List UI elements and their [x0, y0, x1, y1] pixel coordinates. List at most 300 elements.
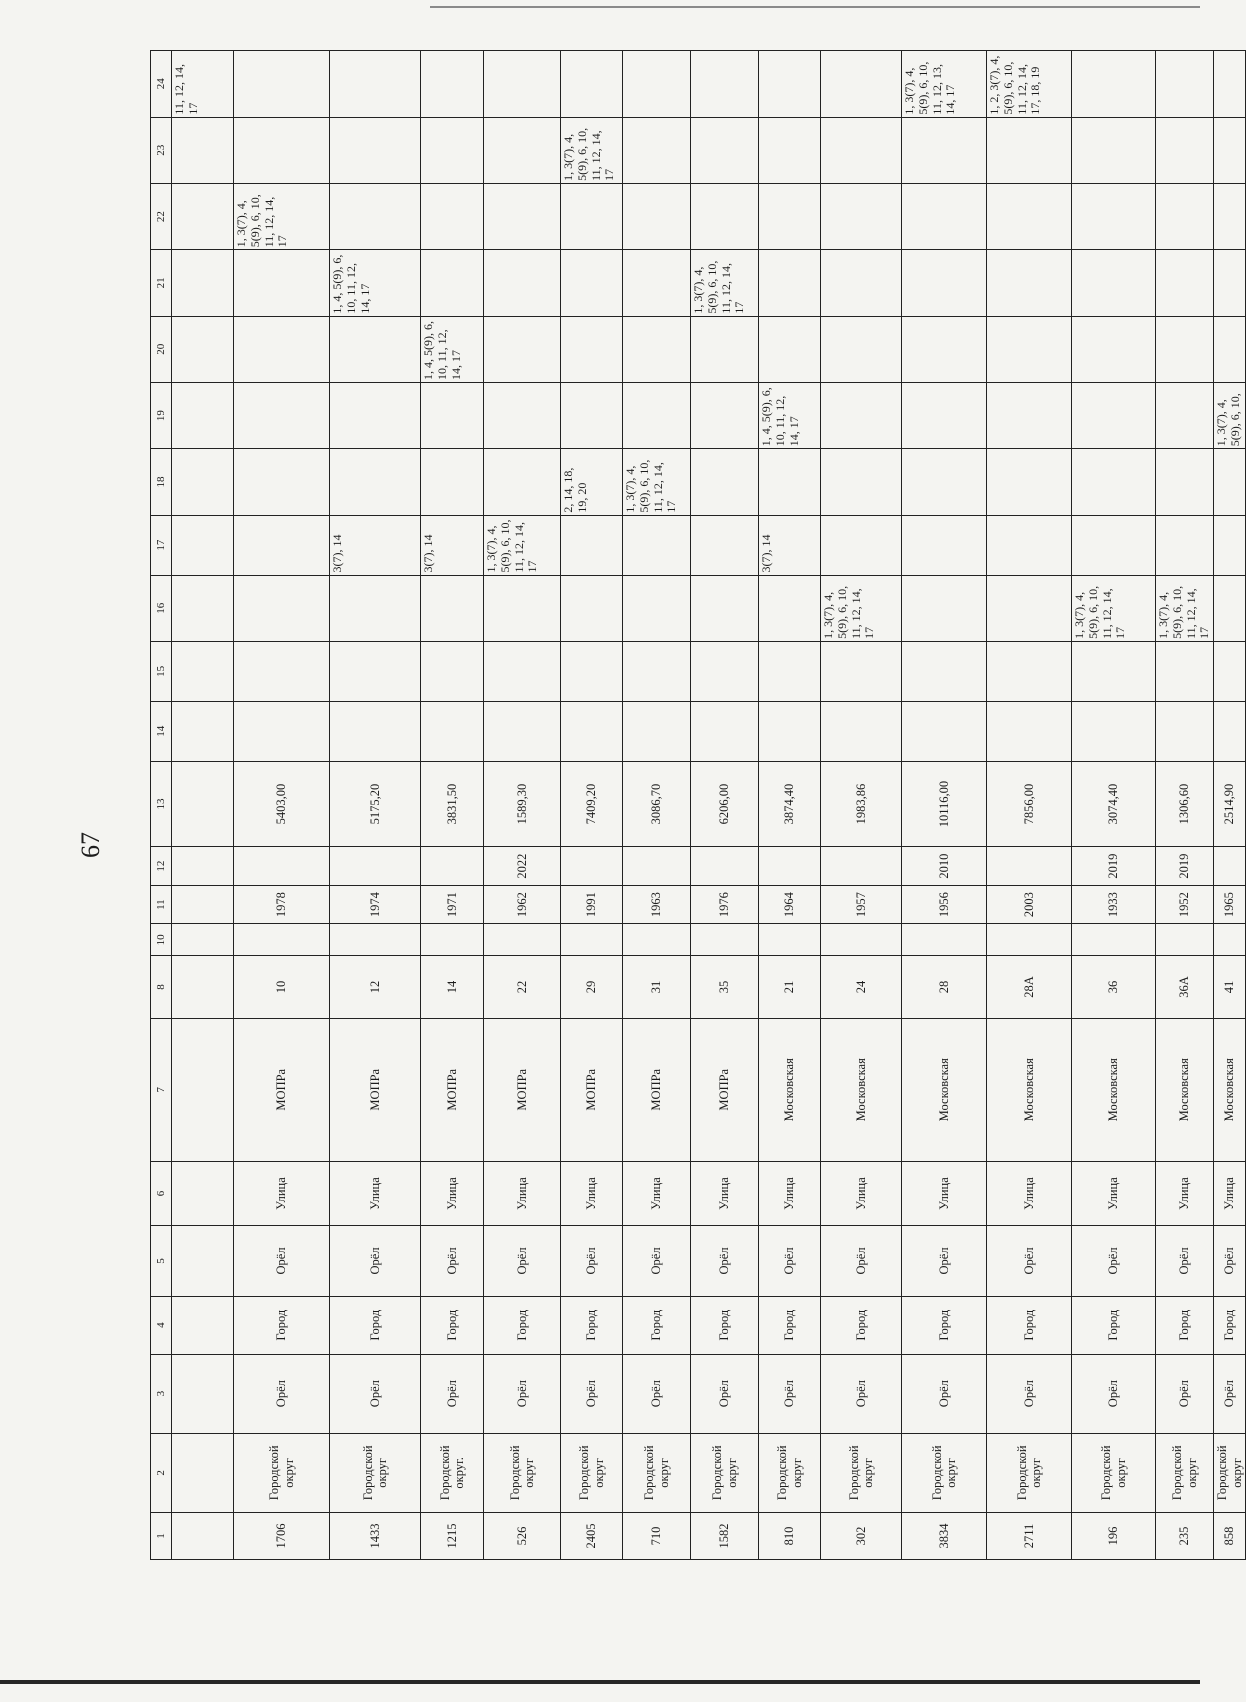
column-number: 11 [151, 885, 172, 924]
table-row [1214, 51, 1246, 1560]
amenity-code-cell [484, 575, 561, 641]
district [172, 1433, 234, 1512]
amenity-code-cell [1214, 51, 1246, 118]
city [172, 1226, 234, 1297]
amenity-code-cell [172, 449, 234, 515]
construction-year: 1952 [1156, 885, 1214, 924]
amenity-code-cell [1072, 316, 1156, 382]
amenity-code-cell [691, 183, 759, 249]
house-number: 36 [1072, 956, 1156, 1018]
street-type: Улица [821, 1161, 902, 1225]
house-number: 12 [330, 956, 421, 1018]
settlement: Орёл [561, 1354, 623, 1433]
city: Орёл [234, 1226, 330, 1297]
record-id: 235 [1156, 1512, 1214, 1559]
amenity-code-cell [821, 449, 902, 515]
amenity-code-cell [623, 515, 691, 575]
amenity-code-cell [330, 51, 421, 118]
amenity-code-cell [421, 575, 484, 641]
amenity-code-cell [561, 51, 623, 118]
amenity-code-cell [1214, 701, 1246, 761]
district: Городской округ [330, 1433, 421, 1512]
house-number: 29 [561, 956, 623, 1018]
amenity-code-cell [561, 701, 623, 761]
amenity-code-cell [1214, 641, 1246, 701]
amenity-code-cell [1072, 183, 1156, 249]
amenity-code-cell [623, 117, 691, 183]
amenity-code-cell [172, 117, 234, 183]
amenity-code-cell: 1, 3(7), 4, 5(9), 6, 10, 11, 12, 14, 17 [1156, 575, 1214, 641]
amenity-code-cell [759, 117, 821, 183]
record-id: 526 [484, 1512, 561, 1559]
col10 [623, 924, 691, 956]
total-area: 3874,40 [759, 761, 821, 847]
column-number: 10 [151, 924, 172, 956]
house-number: 28А [987, 956, 1072, 1018]
amenity-code-cell [1156, 316, 1214, 382]
amenity-code-cell [1214, 515, 1246, 575]
amenity-code-cell [902, 701, 987, 761]
repair-year [623, 847, 691, 886]
street-name: МОПРа [421, 1018, 484, 1161]
amenity-code-cell [902, 183, 987, 249]
col10 [902, 924, 987, 956]
house-number: 21 [759, 956, 821, 1018]
col10 [421, 924, 484, 956]
amenity-code-cell [234, 641, 330, 701]
street-name: Московская [987, 1018, 1072, 1161]
amenity-code-cell [172, 701, 234, 761]
repair-year: 2019 [1072, 847, 1156, 886]
amenity-code-cell [821, 316, 902, 382]
amenity-code-cell [987, 183, 1072, 249]
record-id: 196 [1072, 1512, 1156, 1559]
city: Орёл [484, 1226, 561, 1297]
column-number: 8 [151, 956, 172, 1018]
amenity-code-cell [234, 250, 330, 316]
amenity-code-cell [821, 183, 902, 249]
top-rule [430, 6, 1200, 8]
amenity-code-cell [172, 250, 234, 316]
amenity-code-cell [484, 449, 561, 515]
amenity-code-cell [902, 641, 987, 701]
amenity-code-cell [421, 701, 484, 761]
city: Орёл [1156, 1226, 1214, 1297]
amenity-code-cell [1156, 382, 1214, 448]
amenity-code-cell [1156, 701, 1214, 761]
amenity-code-cell [902, 316, 987, 382]
street-type: Улица [691, 1161, 759, 1225]
street-type: Улица [1214, 1161, 1246, 1225]
record-id: 302 [821, 1512, 902, 1559]
street-type: Улица [1156, 1161, 1214, 1225]
record-id: 1215 [421, 1512, 484, 1559]
district: Городской округ [1214, 1433, 1246, 1512]
amenity-code-cell [1072, 382, 1156, 448]
street-name [172, 1018, 234, 1161]
column-number: 19 [151, 382, 172, 448]
column-number: 17 [151, 515, 172, 575]
amenity-code-cell [759, 701, 821, 761]
amenity-code-cell [484, 117, 561, 183]
amenity-code-cell [623, 316, 691, 382]
settlement-type: Город [902, 1296, 987, 1354]
total-area: 7856,00 [987, 761, 1072, 847]
house-number: 31 [623, 956, 691, 1018]
amenity-code-cell [172, 575, 234, 641]
settlement [172, 1354, 234, 1433]
amenity-code-cell [987, 701, 1072, 761]
record-id [172, 1512, 234, 1559]
amenity-code-cell [421, 250, 484, 316]
record-id: 2711 [987, 1512, 1072, 1559]
amenity-code-cell [759, 183, 821, 249]
street-type: Улица [902, 1161, 987, 1225]
city: Орёл [821, 1226, 902, 1297]
city: Орёл [759, 1226, 821, 1297]
table-row [821, 51, 902, 1560]
amenity-code-cell [987, 117, 1072, 183]
amenity-code-cell: 1, 3(7), 4, 5(9), 6, 10, [1214, 382, 1246, 448]
amenity-code-cell [821, 117, 902, 183]
amenity-code-cell [421, 382, 484, 448]
repair-year [421, 847, 484, 886]
house-number [172, 956, 234, 1018]
district: Городской округ [821, 1433, 902, 1512]
amenity-code-cell [1214, 183, 1246, 249]
repair-year [172, 847, 234, 886]
page-number: 67 [76, 832, 105, 858]
total-area: 1589,30 [484, 761, 561, 847]
table-row [987, 51, 1072, 1560]
amenity-code-cell [234, 316, 330, 382]
column-number-row [151, 51, 172, 1560]
amenity-code-cell [691, 515, 759, 575]
repair-year [1214, 847, 1246, 886]
amenity-code-cell [484, 51, 561, 118]
table-row [1156, 51, 1214, 1560]
settlement-type: Город [234, 1296, 330, 1354]
amenity-code-cell [902, 250, 987, 316]
amenity-code-cell [987, 382, 1072, 448]
amenity-code-cell [172, 515, 234, 575]
table-row [902, 51, 987, 1560]
column-number: 23 [151, 117, 172, 183]
amenity-code-cell [623, 183, 691, 249]
street-name: МОПРа [561, 1018, 623, 1161]
amenity-code-cell [561, 575, 623, 641]
amenity-code-cell [1156, 641, 1214, 701]
column-number: 14 [151, 701, 172, 761]
street-name: МОПРа [484, 1018, 561, 1161]
total-area: 2514,90 [1214, 761, 1246, 847]
column-number: 5 [151, 1226, 172, 1297]
house-number: 28 [902, 956, 987, 1018]
column-number: 2 [151, 1433, 172, 1512]
amenity-code-cell [623, 382, 691, 448]
record-id: 3834 [902, 1512, 987, 1559]
district: Городской округ [987, 1433, 1072, 1512]
col10 [172, 924, 234, 956]
city: Орёл [1072, 1226, 1156, 1297]
street-name: Московская [1072, 1018, 1156, 1161]
table-row [561, 51, 623, 1560]
amenity-code-cell [691, 641, 759, 701]
amenity-code-cell [821, 515, 902, 575]
table-row [330, 51, 421, 1560]
col10 [691, 924, 759, 956]
district: Городской округ [484, 1433, 561, 1512]
district: Городской округ [1072, 1433, 1156, 1512]
amenity-code-cell [330, 575, 421, 641]
amenity-code-cell: 1, 3(7), 4, 5(9), 6, 10, 11, 12, 14, 17 [821, 575, 902, 641]
amenity-code-cell [902, 575, 987, 641]
amenity-code-cell [1214, 449, 1246, 515]
city: Орёл [561, 1226, 623, 1297]
total-area: 6206,00 [691, 761, 759, 847]
construction-year: 1978 [234, 885, 330, 924]
amenity-code-cell [623, 641, 691, 701]
repair-year [987, 847, 1072, 886]
repair-year [234, 847, 330, 886]
amenity-code-cell [1214, 316, 1246, 382]
total-area [172, 761, 234, 847]
amenity-code-cell [421, 183, 484, 249]
column-number: 4 [151, 1296, 172, 1354]
amenity-code-cell [421, 641, 484, 701]
record-id: 810 [759, 1512, 821, 1559]
construction-year: 1971 [421, 885, 484, 924]
city: Орёл [987, 1226, 1072, 1297]
column-number: 22 [151, 183, 172, 249]
amenity-code-cell [234, 449, 330, 515]
city: Орёл [691, 1226, 759, 1297]
street-type: Улица [1072, 1161, 1156, 1225]
col10 [330, 924, 421, 956]
amenity-code-cell [759, 316, 821, 382]
amenity-code-cell [234, 701, 330, 761]
amenity-code-cell [330, 449, 421, 515]
amenity-code-cell [1072, 117, 1156, 183]
col10 [759, 924, 821, 956]
construction-year [172, 885, 234, 924]
amenity-code-cell [1214, 250, 1246, 316]
bottom-rule [0, 1680, 1200, 1684]
col10 [234, 924, 330, 956]
settlement-type: Город [1072, 1296, 1156, 1354]
amenity-code-cell [691, 575, 759, 641]
amenity-code-cell: 1, 3(7), 4, 5(9), 6, 10, 11, 12, 14, 17 [1072, 575, 1156, 641]
street-name: МОПРа [234, 1018, 330, 1161]
amenity-code-cell [759, 449, 821, 515]
amenity-code-cell [484, 250, 561, 316]
col10 [561, 924, 623, 956]
amenity-code-cell [623, 250, 691, 316]
street-name: МОПРа [691, 1018, 759, 1161]
settlement: Орёл [234, 1354, 330, 1433]
total-area: 1306,60 [1156, 761, 1214, 847]
amenity-code-cell [172, 316, 234, 382]
total-area: 3086,70 [623, 761, 691, 847]
amenity-code-cell [623, 701, 691, 761]
amenity-code-cell [234, 515, 330, 575]
total-area: 3074,40 [1072, 761, 1156, 847]
construction-year: 1962 [484, 885, 561, 924]
amenity-code-cell [561, 641, 623, 701]
amenity-code-cell [987, 641, 1072, 701]
table-row [691, 51, 759, 1560]
settlement: Орёл [330, 1354, 421, 1433]
amenity-code-cell: 1, 3(7), 4, 5(9), 6, 10, 11, 12, 14, 17 [561, 117, 623, 183]
street-name: Московская [1214, 1018, 1246, 1161]
settlement-type: Город [821, 1296, 902, 1354]
amenity-code-cell [172, 382, 234, 448]
construction-year: 1963 [623, 885, 691, 924]
settlement-type: Город [484, 1296, 561, 1354]
amenity-code-cell: 1, 2, 3(7), 4, 5(9), 6, 10, 11, 12, 14, 17, 18, 19 [987, 51, 1072, 118]
city: Орёл [623, 1226, 691, 1297]
amenity-code-cell [987, 250, 1072, 316]
settlement: Орёл [987, 1354, 1072, 1433]
amenity-code-cell [987, 575, 1072, 641]
amenity-code-cell [330, 641, 421, 701]
amenity-code-cell [1156, 449, 1214, 515]
amenity-code-cell [691, 701, 759, 761]
amenity-code-cell [691, 51, 759, 118]
amenity-code-cell [987, 515, 1072, 575]
column-number: 13 [151, 761, 172, 847]
settlement-type: Город [691, 1296, 759, 1354]
amenity-code-cell [691, 382, 759, 448]
repair-year [759, 847, 821, 886]
house-number: 14 [421, 956, 484, 1018]
amenity-code-cell [821, 641, 902, 701]
amenity-code-cell [234, 51, 330, 118]
street-name: МОПРа [623, 1018, 691, 1161]
amenity-code-cell [1214, 117, 1246, 183]
settlement: Орёл [1214, 1354, 1246, 1433]
street-name: Московская [821, 1018, 902, 1161]
amenity-code-cell [1156, 117, 1214, 183]
city: Орёл [902, 1226, 987, 1297]
column-number: 16 [151, 575, 172, 641]
table-row [234, 51, 330, 1560]
amenity-code-cell [1072, 250, 1156, 316]
amenity-code-cell [1072, 701, 1156, 761]
settlement-type: Город [759, 1296, 821, 1354]
district: Городской округ. [421, 1433, 484, 1512]
amenity-code-cell [821, 250, 902, 316]
house-number: 35 [691, 956, 759, 1018]
col10 [1156, 924, 1214, 956]
district: Городской округ [691, 1433, 759, 1512]
amenity-code-cell [561, 515, 623, 575]
amenity-code-cell [421, 51, 484, 118]
district: Городской округ [1156, 1433, 1214, 1512]
amenity-code-cell [561, 183, 623, 249]
street-type: Улица [987, 1161, 1072, 1225]
amenity-code-cell [691, 316, 759, 382]
column-number: 15 [151, 641, 172, 701]
settlement-type: Город [561, 1296, 623, 1354]
column-number: 1 [151, 1512, 172, 1559]
repair-year: 2019 [1156, 847, 1214, 886]
amenity-code-cell [484, 316, 561, 382]
column-number: 18 [151, 449, 172, 515]
amenity-code-cell [234, 117, 330, 183]
amenity-code-cell [821, 382, 902, 448]
amenity-code-cell [330, 117, 421, 183]
street-type: Улица [561, 1161, 623, 1225]
amenity-code-cell: 2, 14, 18, 19, 20 [561, 449, 623, 515]
amenity-code-cell [902, 117, 987, 183]
construction-year: 1991 [561, 885, 623, 924]
amenity-code-cell [623, 51, 691, 118]
amenity-code-cell [330, 701, 421, 761]
construction-year: 1933 [1072, 885, 1156, 924]
district: Городской округ [902, 1433, 987, 1512]
street-type: Улица [759, 1161, 821, 1225]
construction-year: 1976 [691, 885, 759, 924]
table-row [759, 51, 821, 1560]
street-type: Улица [484, 1161, 561, 1225]
amenity-code-cell: 1, 4, 5(9), 6, 10, 11, 12, 14, 17 [759, 382, 821, 448]
record-id: 1706 [234, 1512, 330, 1559]
house-number: 36А [1156, 956, 1214, 1018]
column-number: 12 [151, 847, 172, 886]
amenity-code-cell: 1, 4, 5(9), 6, 10, 11, 12, 14, 17 [421, 316, 484, 382]
city: Орёл [330, 1226, 421, 1297]
repair-year: 2010 [902, 847, 987, 886]
col10 [484, 924, 561, 956]
total-area: 7409,20 [561, 761, 623, 847]
street-type: Улица [330, 1161, 421, 1225]
settlement-type: Город [421, 1296, 484, 1354]
col10 [1214, 924, 1246, 956]
column-number: 7 [151, 1018, 172, 1161]
amenity-code-cell [1156, 515, 1214, 575]
table-row [421, 51, 484, 1560]
column-number: 21 [151, 250, 172, 316]
amenity-code-cell [1156, 250, 1214, 316]
district: Городской округ [623, 1433, 691, 1512]
record-id: 710 [623, 1512, 691, 1559]
amenity-code-cell [484, 183, 561, 249]
street-name: Московская [902, 1018, 987, 1161]
amenity-code-cell [484, 382, 561, 448]
repair-year [821, 847, 902, 886]
amenity-code-cell [172, 183, 234, 249]
construction-year: 1964 [759, 885, 821, 924]
amenity-code-cell [484, 701, 561, 761]
amenity-code-cell [759, 575, 821, 641]
column-number: 3 [151, 1354, 172, 1433]
amenity-code-cell [902, 449, 987, 515]
amenity-code-cell [561, 316, 623, 382]
column-number: 6 [151, 1161, 172, 1225]
settlement-type: Город [1156, 1296, 1214, 1354]
record-id: 1433 [330, 1512, 421, 1559]
amenity-code-cell: 1, 3(7), 4, 5(9), 6, 10, 11, 12, 13, 14, 17 [902, 51, 987, 118]
amenity-code-cell [902, 515, 987, 575]
street-type: Улица [421, 1161, 484, 1225]
house-number: 24 [821, 956, 902, 1018]
city: Орёл [1214, 1226, 1246, 1297]
settlement: Орёл [484, 1354, 561, 1433]
settlement: Орёл [902, 1354, 987, 1433]
construction-year: 2003 [987, 885, 1072, 924]
repair-year [330, 847, 421, 886]
